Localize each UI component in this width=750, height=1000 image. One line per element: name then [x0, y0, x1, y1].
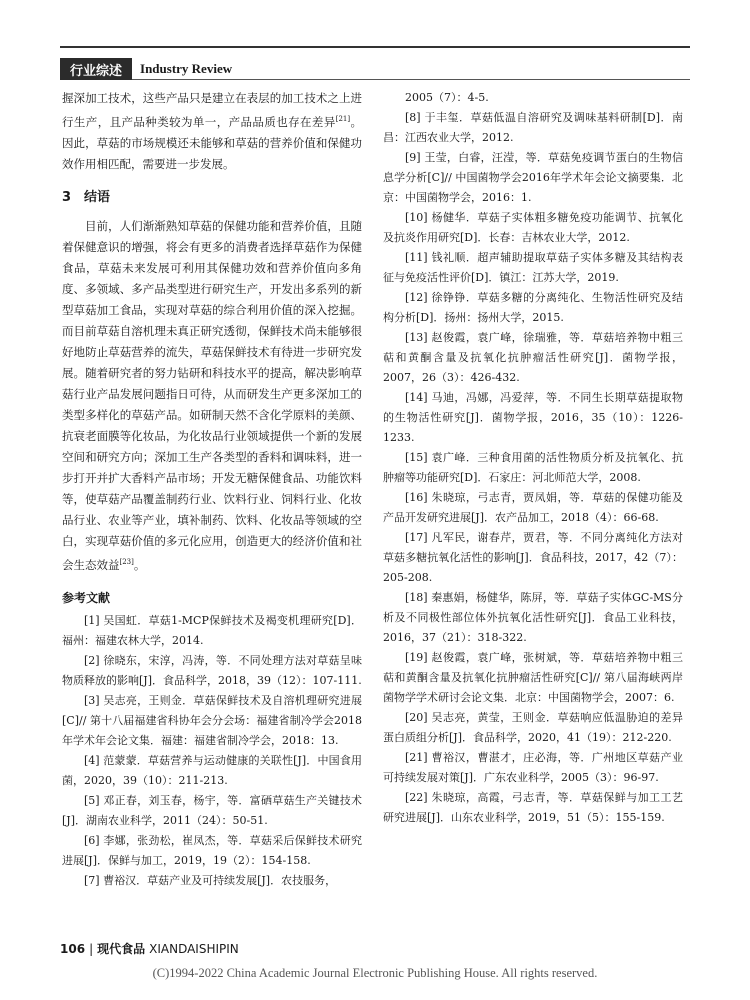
intro-tail: 。因此，草菇的市场规模还未能够和草菇的营养价值和保健功效作用相匹配，需要进一步发展。	[62, 114, 363, 171]
reference-item: [9] 王莹，白睿，汪滢，等．草菇免疫调节蛋白的生物信息学分析[C]// 中国菌物学会2016年学术年会论文摘要集．北京：中国菌物学会，2016：1.	[383, 151, 683, 204]
reference-item: [17] 凡军民，谢春芹，贾君，等．不同分离纯化方法对草菇多糖抗氧化活性的影响[J]．食品科技，2017，42（7）：205-208.	[383, 531, 683, 584]
reference-item: [10] 杨健华．草菇子实体粗多糖免疫功能调节、抗氧化及抗炎作用研究[D]．长春：吉林农业大学，2012.	[383, 211, 683, 244]
section-tag-english: Industry Review	[132, 58, 690, 80]
conclusion-paragraph	[62, 216, 362, 576]
conclusion-tail: 。	[133, 557, 146, 572]
copyright-notice: (C)1994-2022 China Academic Journal Electronic Publishing House. All rights reserved.	[152, 966, 598, 980]
reference-item: [2] 徐晓东，宋淳，冯涛，等．不同处理方法对草菇呈味物质释放的影响[J]．食品科学，2018，39（12）：107-111.	[62, 653, 362, 687]
footer-divider: |	[89, 941, 94, 956]
reference-item: [11] 钱礼顺．超声辅助提取草菇子实体多糖及其结构表征与免疫活性评价[D]．镇江：江苏大学，2019.	[383, 251, 683, 284]
reference-item: [18] 秦惠娟，杨健华，陈屏，等．草菇子实体GC-MS分析及不同极性部位体外抗氧化活性研究[J]．食品工业科技，2016，37（21）：318-322.	[383, 591, 683, 644]
intro-paragraph	[62, 88, 362, 175]
citation-21: [21]	[335, 115, 351, 123]
magazine-pinyin: XIANDAISHIPIN	[149, 941, 239, 956]
reference-item: [15] 袁广峰．三种食用菌的活性物质分析及抗氧化、抗肿瘤等功能研究[D]．石家庄：河北师范大学，2008.	[383, 451, 683, 484]
reference-item: [21] 曹裕汉，曹湛才，庄必海，等．广州地区草菇产业可持续发展对策[J]．广东农业科学，2005（3）：96-97.	[383, 751, 683, 784]
section-tag: 行业综述	[60, 58, 132, 80]
left-column	[62, 88, 362, 891]
page-number: 106	[60, 941, 86, 956]
references-list-right	[383, 88, 683, 828]
reference-item: [7] 曹裕汉．草菇产业及可持续发展[J]．农技服务，	[84, 873, 337, 887]
reference-item: [4] 范蒙蒙．草菇营养与运动健康的关联性[J]．中国食用菌，2020，39（10）：211-213.	[62, 753, 362, 787]
reference-item: [20] 吴志亮，黄莹，王则金．草菇响应低温胁迫的差异蛋白质组分析[J]．食品科学，2020，41（19）：212-220.	[383, 711, 683, 744]
reference-item: [8] 于丰玺．草菇低温自溶研究及调味基料研制[D]．南昌：江西农业大学，2012.	[383, 111, 683, 144]
reference-item: [16] 朱晓琼，弓志青，贾凤娟，等．草菇的保健功能及产品开发研究进展[J]．农产品加工，2018（4）：66-68.	[383, 491, 683, 524]
conclusion-text: 目前，人们渐渐熟知草菇的保健功能和营养价值，且随着保健意识的增强，将会有更多的消费者选择草菇作为保健食品，草菇未来发展可利用其保健功效和营养价值向多角度、多领域、多产品类型进行研究生产，开发出多系列的新型草菇加工食品，实现对草菇的综合利用价值的深入挖掘。而目前草菇自溶机理未真正研究透彻，保鲜技术尚未能够很好地防止草菇营养的流失，草菇保鲜技术有待进一步研究发展。随着研究者的努力钻研和科技水平的提高，解决影响草菇行业产品发展问题指日可待，从而研发生产更多深加工的类型多样化的草菇产品。如研制天然不含化学原料的美颜、抗衰老面膜等化妆品，为化妆品行业领域提供一个新的发展空间和研究方向；深加工生产各类型的香料和调味料，进一步打开并扩大香料产品市场；开发无糖保健食品、功能饮料等，使草菇产品覆盖制药行业、饮料行业、饲料行业、化妆品行业、农业等产业，填补制药、饮料、化妆品等领域的空白，实现草菇价值的多元化应用，创造更大的经济价值和社会生态效益	[62, 218, 362, 572]
citation-23: [23]	[119, 557, 134, 566]
reference-item: [6] 李娜，张劲松，崔凤杰，等．草菇采后保鲜技术研究进展[J]．保鲜与加工，2019，19（2）：154-158.	[62, 833, 362, 867]
page-footer	[60, 940, 690, 957]
reference-item: [22] 朱晓琼，高霞，弓志青，等．草菇保鲜与加工工艺研究进展[J]．山东农业科学，2019，51（5）：155-159.	[383, 791, 683, 824]
running-header	[60, 58, 690, 80]
reference-item: 2005（7）：4-5.	[405, 91, 489, 104]
section-title: 3 结语	[62, 189, 111, 205]
references-title: 参考文献	[62, 590, 111, 605]
reference-item: [13] 赵俊霞，袁广峰，徐瑞雅，等．草菇培养物中粗三萜和黄酮含量及抗氧化抗肿瘤活性研究[J]．菌物学报，2007，26（3）：426-432.	[383, 331, 683, 384]
header-rule	[60, 46, 690, 48]
magazine-name: 现代食品	[97, 942, 146, 956]
reference-item: [5] 邓正春，刘玉春，杨宇，等．富硒草菇生产关键技术[J]．湖南农业科学，2011（24）：50-51.	[62, 793, 362, 827]
reference-item: [14] 马迪，冯娜，冯爱萍，等．不同生长期草菇提取物的生物活性研究[J]．菌物学报，2016，35（10）：1226-1233.	[383, 391, 683, 444]
right-column	[383, 88, 683, 828]
reference-item: [19] 赵俊霞，袁广峰，张树斌，等．草菇培养物中粗三萜和黄酮含量及抗氧化抗肿瘤活性研究[C]// 第八届海峡两岸菌物学学术研讨会论文集．北京：中国菌物学会，2007：6.	[383, 651, 683, 704]
references-list-left	[62, 611, 362, 891]
intro-text: 握深加工技术，这些产品只是建立在表层的加工技术之上进行生产，且产品种类较为单一，产品品质也存在差异	[62, 91, 362, 129]
reference-item: [3] 吴志亮，王则金．草菇保鲜技术及自溶机理研究进展[C]// 第十八届福建省科协年会分会场：福建省制冷学会2018年学术年会论文集．福建：福建省制冷学会，2018：13.	[62, 693, 362, 747]
reference-item: [1] 吴国虹．草菇1-MCP保鲜技术及褐变机理研究[D]．福州：福建农林大学，2014.	[62, 613, 362, 647]
reference-item: [12] 徐铮铮．草菇多糖的分离纯化、生物活性研究及结构分析[D]．扬州：扬州大学，2015.	[383, 291, 683, 324]
